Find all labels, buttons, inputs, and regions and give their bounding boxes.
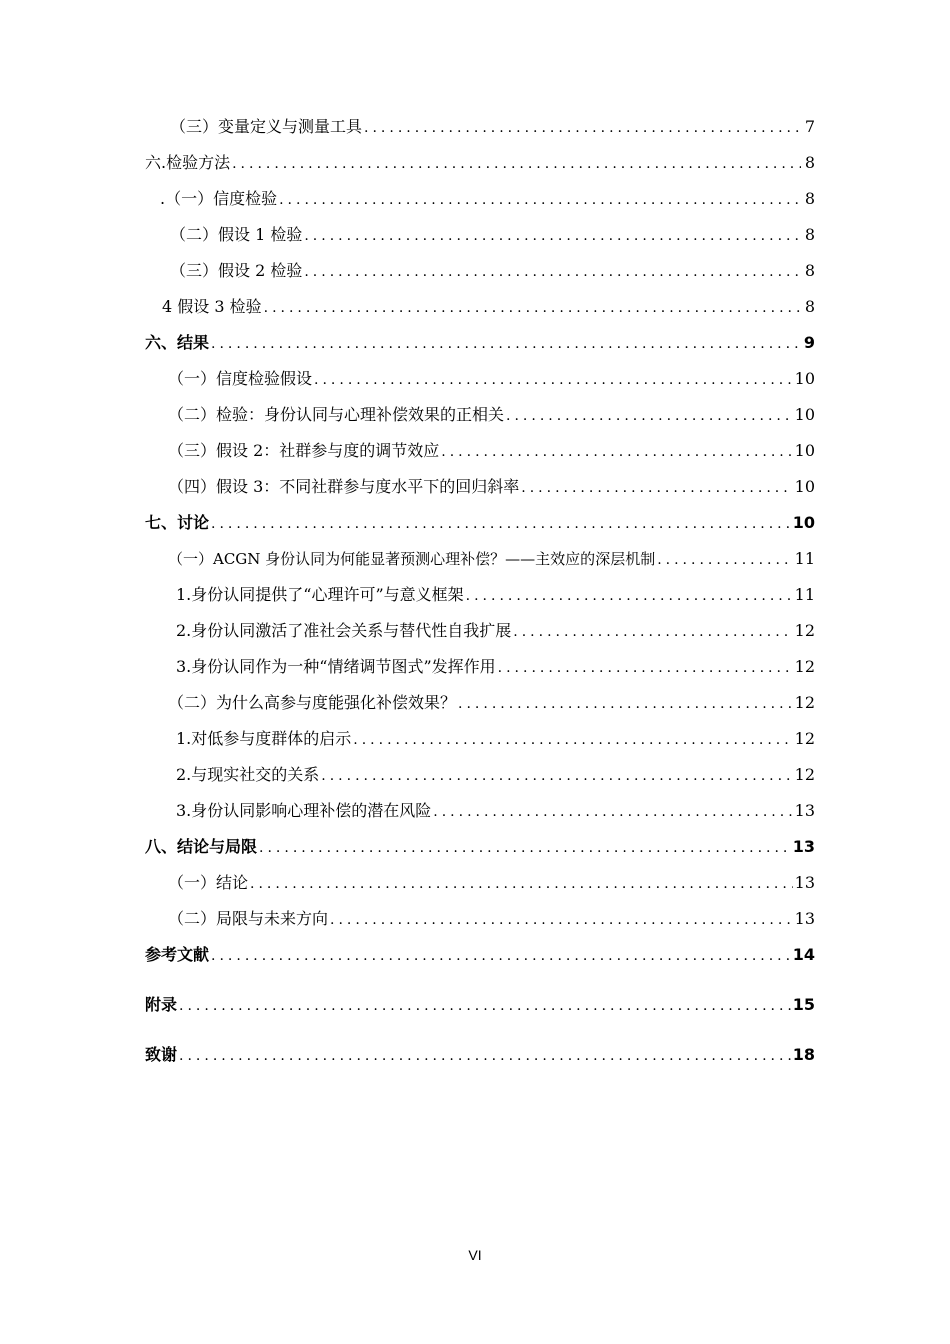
toc-entry[interactable] [170, 220, 815, 250]
toc-dot-leader [232, 149, 801, 179]
toc-dot-leader [433, 797, 792, 827]
toc-entry-page: 13 [792, 837, 815, 856]
toc-dot-leader [279, 185, 801, 215]
toc-dot-leader [441, 437, 792, 467]
toc-entry[interactable] [168, 400, 815, 430]
toc-dot-leader [314, 365, 793, 395]
toc-entry-page: 12 [794, 657, 815, 676]
toc-entry-page: 10 [794, 369, 815, 388]
toc-entry-title: （三）变量定义与测量工具 [170, 117, 363, 136]
toc-dot-leader [264, 293, 801, 323]
toc-entry-title: （二）假设 1 检验 [170, 225, 303, 244]
toc-dot-leader [250, 869, 793, 899]
toc-entry-title: （一）ACGN 身份认同为何能显著预测心理补偿？——主效应的深层机制 [168, 550, 656, 568]
toc-entry-title: 八、结论与局限 [145, 837, 258, 856]
toc-dot-leader [513, 617, 792, 647]
toc-entry-page: 9 [803, 333, 815, 352]
toc-dot-leader [657, 545, 792, 575]
toc-entry-page: 15 [792, 995, 815, 1014]
toc-entry-title: 附录 [145, 995, 178, 1014]
toc-entry-title: 参考文献 [145, 945, 210, 964]
toc-entry[interactable] [168, 868, 815, 898]
toc-dot-leader [211, 329, 801, 359]
toc-entry-page: 8 [804, 225, 815, 244]
toc-entry[interactable] [145, 990, 815, 1020]
toc-entry[interactable] [145, 328, 815, 358]
toc-entry-title: 七、讨论 [145, 513, 210, 532]
toc-entry-title: 3.身份认同影响心理补偿的潜在风险 [176, 801, 432, 820]
toc-entry[interactable] [168, 544, 815, 574]
toc-entry-title: （一）结论 [168, 873, 249, 892]
toc-entry-title: （四）假设 3：不同社群参与度水平下的回归斜率 [168, 477, 520, 496]
toc-dot-leader [304, 221, 801, 251]
toc-entry-page: 12 [794, 621, 815, 640]
toc-entry-page: 11 [794, 585, 815, 604]
toc-entry[interactable] [176, 760, 815, 790]
toc-entry[interactable] [168, 472, 815, 502]
toc-entry[interactable] [162, 292, 815, 322]
toc-entry-title: 致谢 [145, 1045, 178, 1064]
toc-entry[interactable] [170, 256, 815, 286]
toc-entry-title: 六.检验方法 [145, 153, 231, 172]
page-number: VI [468, 1247, 482, 1263]
toc-dot-leader [521, 473, 792, 503]
toc-entry-page: 8 [804, 261, 815, 280]
toc-entry-title: 2.身份认同激活了准社会关系与替代性自我扩展 [176, 621, 512, 640]
toc-entry-title: 3.身份认同作为一种“情绪调节图式”发挥作用 [176, 657, 496, 676]
toc-entry-page: 10 [794, 405, 815, 424]
toc-entry-title: 1.身份认同提供了“心理许可”与意义框架 [176, 585, 464, 604]
toc-entry-title: .（一）信度检验 [160, 189, 278, 208]
toc-entry-page: 12 [794, 693, 815, 712]
toc-dot-leader [498, 653, 793, 683]
toc-entry-page: 10 [794, 477, 815, 496]
toc-entry-page: 12 [794, 765, 815, 784]
toc-entry[interactable] [168, 436, 815, 466]
toc-entry[interactable] [168, 904, 815, 934]
toc-dot-leader [179, 1041, 791, 1071]
toc-entry-title: （三）假设 2：社群参与度的调节效应 [168, 441, 440, 460]
toc-entry-title: （二）局限与未来方向 [168, 909, 329, 928]
toc-entry-page: 8 [804, 189, 815, 208]
toc-dot-leader [179, 991, 791, 1021]
toc-entry-page: 13 [794, 873, 815, 892]
toc-dot-leader [211, 941, 791, 971]
toc-entry-title: （二）检验：身份认同与心理补偿效果的正相关 [168, 405, 505, 424]
toc-entry[interactable] [145, 1040, 815, 1070]
toc-entry-title: （一）信度检验假设 [168, 369, 313, 388]
toc-entry-page: 7 [804, 117, 815, 136]
toc-dot-leader [330, 905, 793, 935]
toc-entry[interactable] [176, 616, 815, 646]
toc-entry-title: 六、结果 [145, 333, 210, 352]
toc-entry-page: 11 [794, 549, 815, 568]
toc-entry-page: 18 [792, 1045, 815, 1064]
toc-dot-leader [458, 689, 793, 719]
toc-dot-leader [211, 509, 791, 539]
toc-entry-title: （三）假设 2 检验 [170, 261, 303, 280]
toc-dot-leader [364, 113, 801, 143]
toc-entry[interactable] [145, 832, 815, 862]
toc-entry-title: 4 假设 3 检验 [162, 297, 262, 316]
toc-entry[interactable] [168, 688, 815, 718]
toc-entry-page: 10 [794, 441, 815, 460]
toc-entry-page: 13 [794, 909, 815, 928]
toc-entry[interactable] [176, 796, 815, 826]
toc-entry[interactable] [145, 148, 815, 178]
toc-dot-leader [304, 257, 801, 287]
toc-entry[interactable] [145, 508, 815, 538]
toc-entry-page: 13 [794, 801, 815, 820]
toc-entry[interactable] [176, 580, 815, 610]
toc-entry-page: 10 [792, 513, 815, 532]
toc-entry-page: 12 [794, 729, 815, 748]
toc-dot-leader [466, 581, 793, 611]
toc-entry[interactable] [176, 724, 815, 754]
toc-entry[interactable] [160, 184, 815, 214]
toc-dot-leader [506, 401, 793, 431]
toc-dot-leader [321, 761, 792, 791]
toc-dot-leader [259, 833, 791, 863]
toc-entry[interactable] [168, 364, 815, 394]
toc-entry-page: 14 [792, 945, 815, 964]
toc-entry-title: 1.对低参与度群体的启示 [176, 729, 352, 748]
toc-dot-leader [353, 725, 792, 755]
toc-entry-title: 2.与现实社交的关系 [176, 765, 320, 784]
toc-entry[interactable] [170, 112, 815, 142]
toc-entry[interactable] [145, 940, 815, 970]
toc-entry-page: 8 [804, 153, 815, 172]
toc-entry-title: （二）为什么高参与度能强化补偿效果？ [168, 693, 457, 712]
toc-entry-page: 8 [804, 297, 815, 316]
toc-entry[interactable] [176, 652, 815, 682]
